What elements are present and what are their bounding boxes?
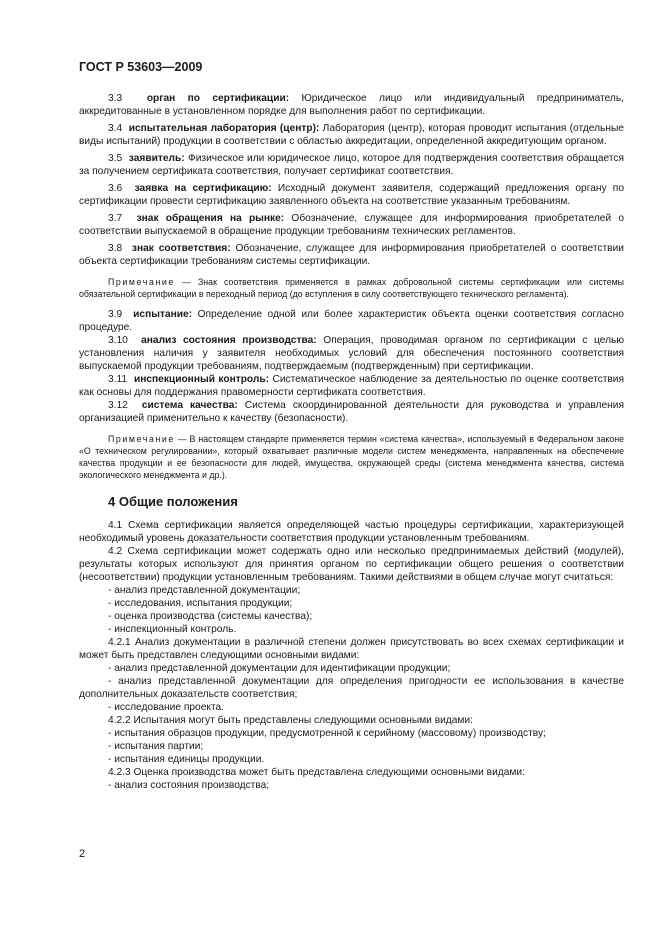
list-item: - испытания партии; xyxy=(108,741,204,752)
definition-3-4: 3.4 испытательная лаборатория (центр): Лаборатория (центр), которая проводит испытания (отдельные виды испытаний) продукции в соответствии с областью аккредитации, определенной аккредитующим органом. xyxy=(79,123,624,147)
definition-3-7: 3.7 знак обращения на рынке: Обозначение, служащее для информирования приобретателей о соответствии выпускаемой в обращение продукции требованиям технических регламентов. xyxy=(79,213,624,237)
definition-3-11: 3.11 инспекционный контроль: Систематическое наблюдение за деятельностью по оценке соответствия как основы для поддержания правомерности сертификата соответствия. xyxy=(79,374,624,398)
paragraph-4-2-1: 4.2.1 Анализ документации в различной степени должен присутствовать во всех схемах сертификации и может быть представлен следующими основными видами: xyxy=(79,637,624,661)
definition-3-9: 3.9 испытание: Определение одной или более характеристик объекта оценки соответствия согласно процедуре. xyxy=(79,309,624,333)
list-item: - анализ состояния производства; xyxy=(108,780,270,791)
section-4-heading: 4 Общие положения xyxy=(108,494,238,509)
list-item: - исследование проекта. xyxy=(108,702,225,713)
list-item-long: - анализ представленной документации для определения пригодности ее использования в качестве дополнительных доказательств соответствия; xyxy=(79,676,624,700)
list-item: - оценка производства (системы качества); xyxy=(108,611,313,622)
note-2: Примечание — В настоящем стандарте применяется термин «система качества», используемый в Федеральном законе «О техническом регулировании», который охватывает различные модели систем менеджмента, направленных на обеспечение качества продукции и ее безопасности для людей, имущества, окружающей среды (система менеджмента качества, система экологического менеджмента и др.). xyxy=(79,434,624,480)
list-item: - испытания образцов продукции, предусмотренной к серийному (массовому) производству; xyxy=(108,728,546,739)
definition-3-5: 3.5 заявитель: Физическое или юридическое лицо, которое для подтверждения соответствия обращается за получением сертификата соответствия, получает сертификат соответствия. xyxy=(79,153,624,177)
definition-3-8: 3.8 знак соответствия: Обозначение, служащее для информирования приобретателей о соответствии объекта сертификации требованиям системы сертификации. xyxy=(79,243,624,267)
definition-3-3: 3.3 орган по сертификации: Юридическое лицо или индивидуальный предприниматель, аккредитованные в установленном порядке для выполнения работ по сертификации. xyxy=(79,93,625,117)
paragraph-4-1: 4.1 Схема сертификации является определяющей частью процедуры сертификации, характеризующей необходимый уровень доказательности соответствия продукции установленным требованиям. xyxy=(79,520,624,544)
document-header: ГОСТ Р 53603—2009 xyxy=(79,60,203,74)
list-item: - анализ представленной документации; xyxy=(108,585,301,596)
list-item: - исследования, испытания продукции; xyxy=(108,598,293,609)
page-number: 2 xyxy=(79,848,86,860)
paragraph-4-2: 4.2 Схема сертификации может содержать одно или несколько предпринимаемых действий (модулей), результаты которых используют для принятия органом по сертификации общего решения о соответствии (несоответствии) продукции установленным требованиям. Такими действиями в общем случае могут считаться: xyxy=(79,546,624,583)
list-item: - испытания единицы продукции. xyxy=(108,754,265,765)
list-item: - инспекционный контроль. xyxy=(108,624,237,635)
definition-3-10: 3.10 анализ состояния производства: Операция, проводимая органом по сертификации с целью установления наличия у заявителя необходимых условий для обеспечения постоянного соответствия выпускаемой продукции требованиям, подтверждаемым (подтвержденным) при сертификации. xyxy=(79,335,624,372)
document-body xyxy=(79,92,624,792)
list-item: - анализ представленной документации для идентификации продукции; xyxy=(108,663,451,674)
note-1: Примечание — Знак соответствия применяется в рамках добровольной системы сертификации или системы обязательной сертификации в переходный период (до вступления в силу соответствующего технического регламента). xyxy=(79,277,624,299)
definition-3-6: 3.6 заявка на сертификацию: Исходный документ заявителя, содержащий предложения органу по сертификации провести сертификацию заявленного объекта на соответствие указанным требованиям. xyxy=(79,183,624,207)
paragraph-4-2-3: 4.2.3 Оценка производства может быть представлена следующими основными видами: xyxy=(108,767,525,778)
paragraph-4-2-2: 4.2.2 Испытания могут быть представлены следующими основными видами: xyxy=(108,715,473,726)
definition-3-12: 3.12 система качества: Система скоординированной деятельности для руководства и управления организацией применительно к качеству (безопасности). xyxy=(79,400,624,424)
